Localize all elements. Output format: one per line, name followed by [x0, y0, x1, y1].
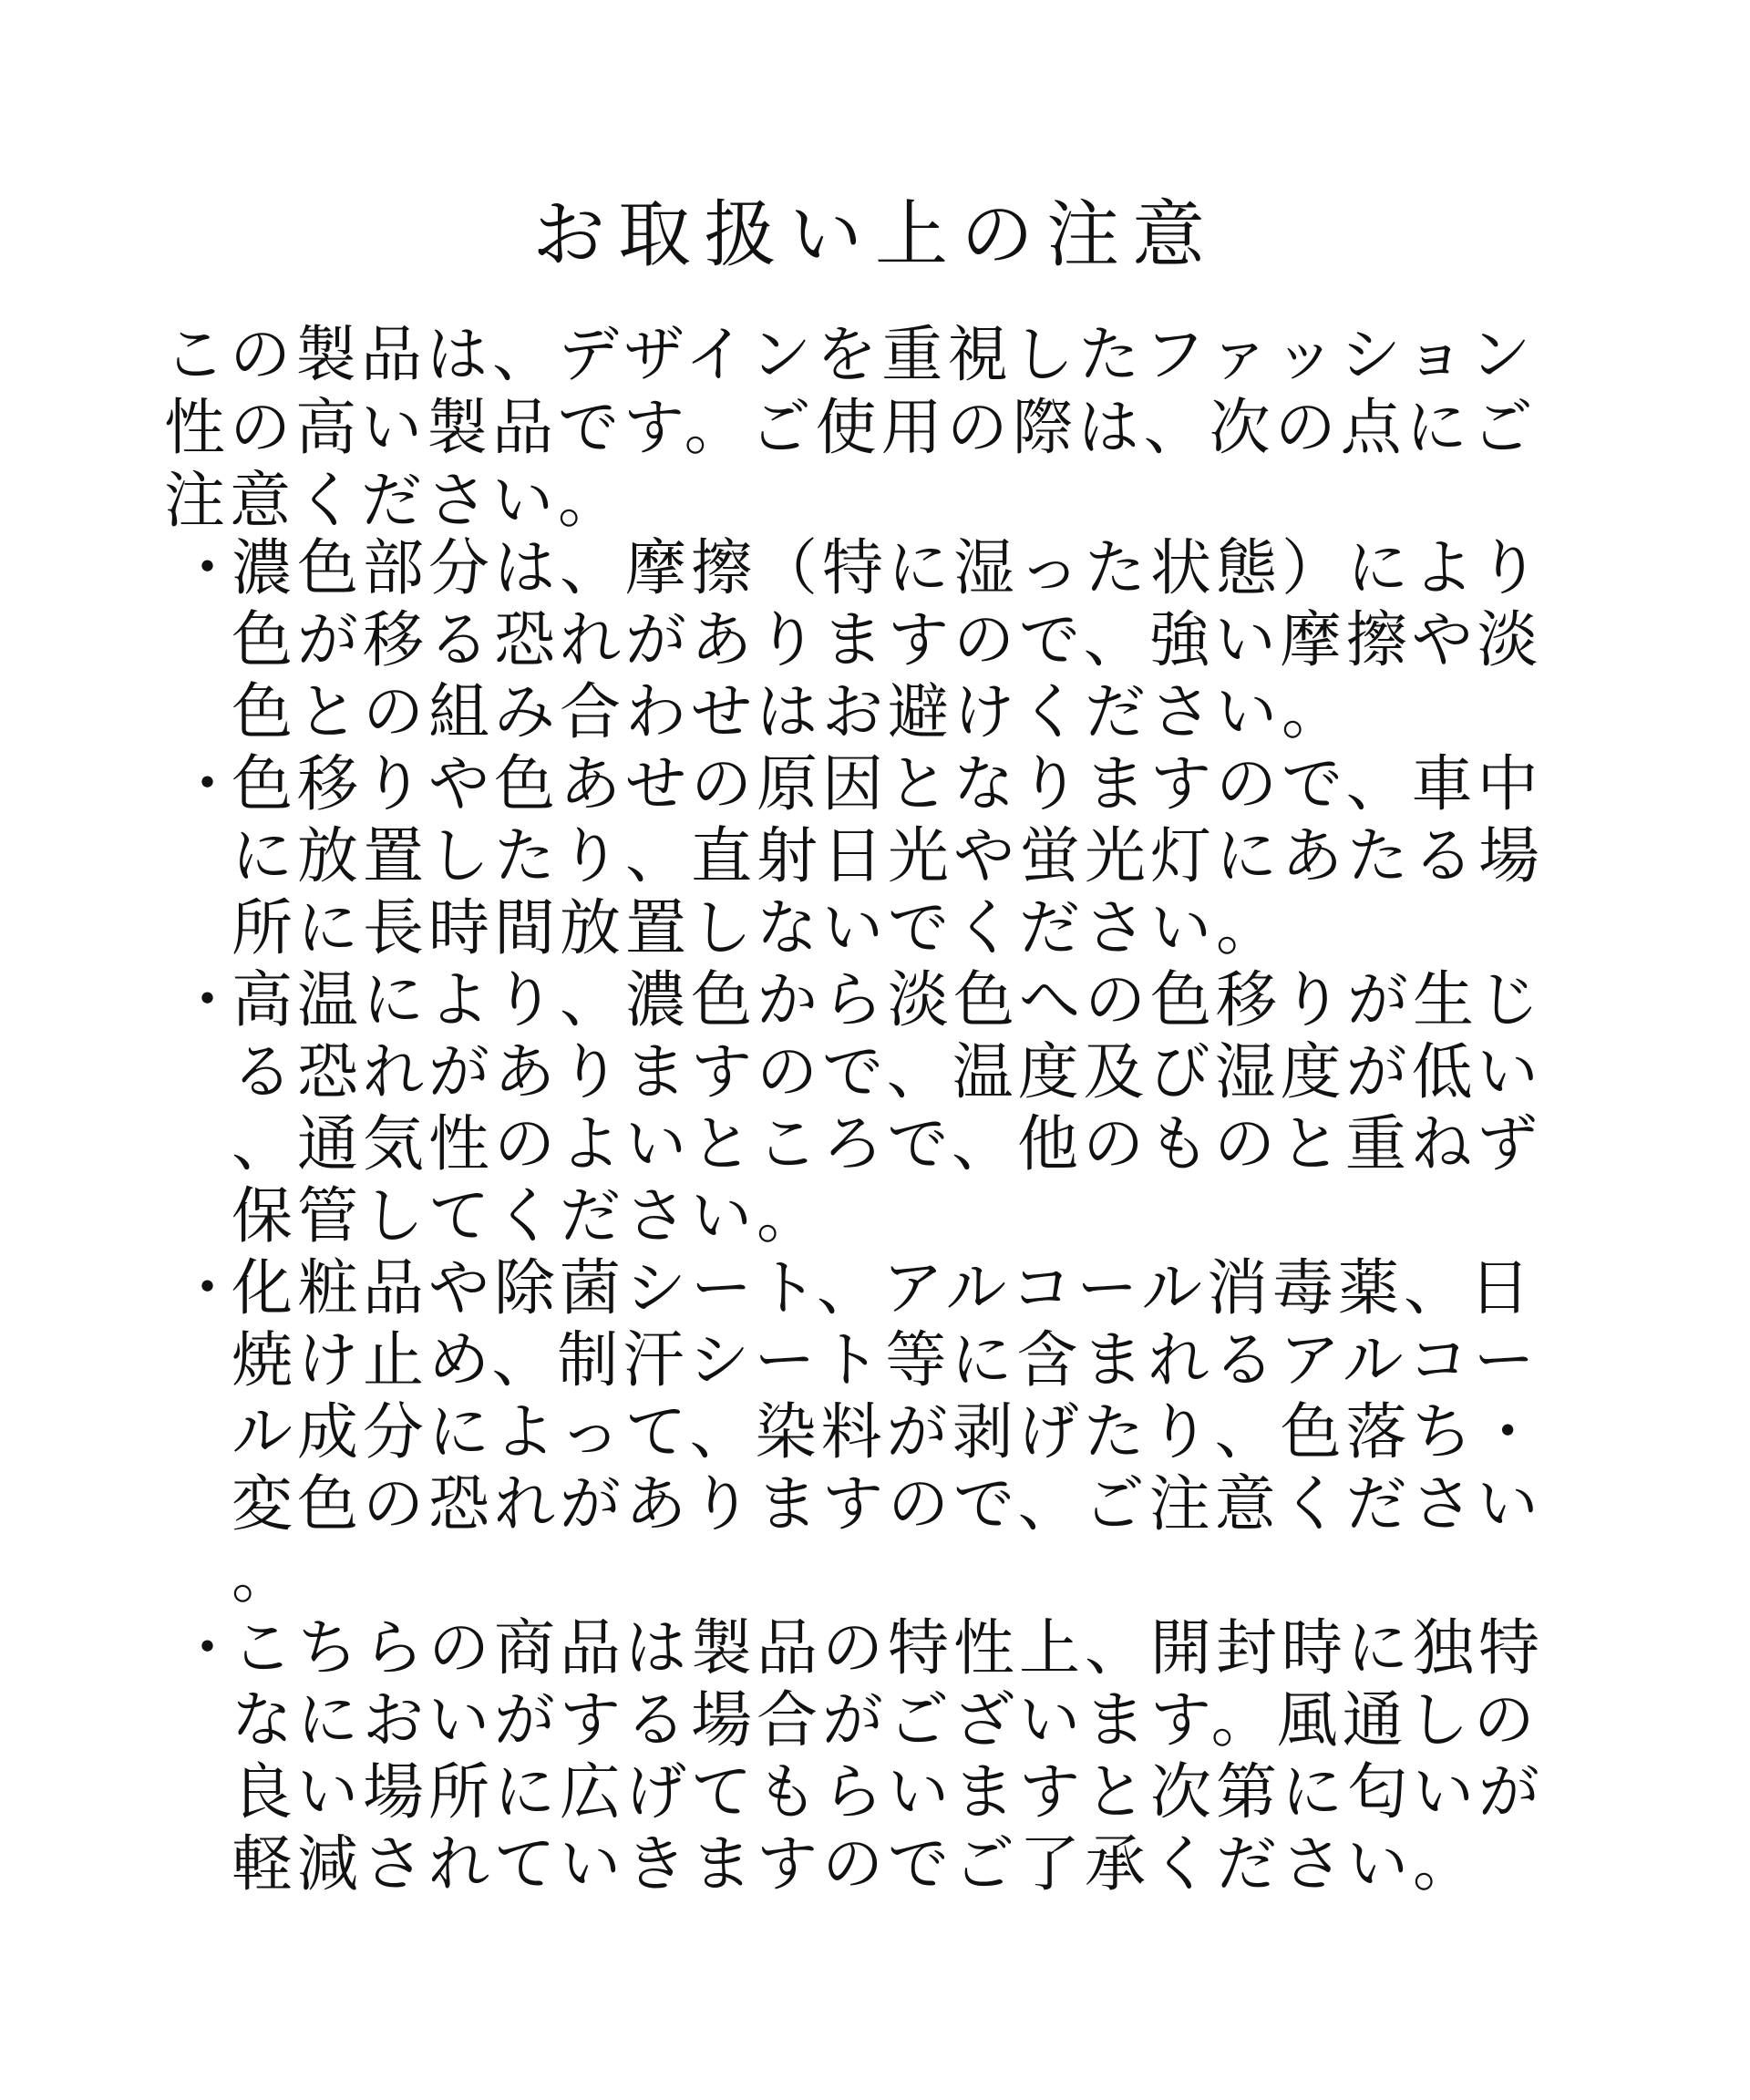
- intro-paragraph: この製品は、デザインを重視したファッション性の高い製品です。ご使用の際は、次の点にご注意ください。: [164, 319, 1538, 536]
- caution-text: 高温により、濃色から淡色への色移りが生じる恐れがありますので、温度及び湿度が低い、通気性のよいところで、他のものと重ねず保管してください。: [232, 964, 1544, 1251]
- bullet-mark: ・: [177, 532, 242, 603]
- caution-item: [164, 964, 1586, 1252]
- caution-text: 化粧品や除菌シート、アルコール消毒薬、日焼け止め、制汗シート等に含まれるアルコール成分によって、染料が剥げたり、色落ち・変色の恐れがありますので、ご注意ください。: [232, 1252, 1543, 1611]
- bullet-mark: ・: [177, 1252, 242, 1323]
- caution-text: 色移りや色あせの原因となりますので、車中に放置したり、直射日光や蛍光灯にあたる場所に長時間放置しないでください。: [232, 748, 1544, 963]
- caution-item: [164, 748, 1586, 964]
- caution-text: 濃色部分は、摩擦（特に湿った状態）により色が移る恐れがありますので、強い摩擦や淡色との組み合わせはお避けください。: [232, 532, 1544, 747]
- caution-item: [164, 532, 1586, 748]
- caution-item: [164, 1252, 1586, 1612]
- bullet-mark: ・: [177, 964, 242, 1035]
- page-title: お取扱い上の注意: [532, 192, 1218, 277]
- caution-item: [164, 1612, 1586, 1900]
- bullet-mark: ・: [177, 748, 242, 819]
- bullet-mark: ・: [177, 1612, 242, 1683]
- caution-list: [164, 532, 1586, 1900]
- caution-text: こちらの商品は製品の特性上、開封時に独特なにおいがする場合がございます。風通しの良い場所に広げてもらいますと次第に匂いが軽減されていきますのでご了承ください。: [232, 1612, 1544, 1899]
